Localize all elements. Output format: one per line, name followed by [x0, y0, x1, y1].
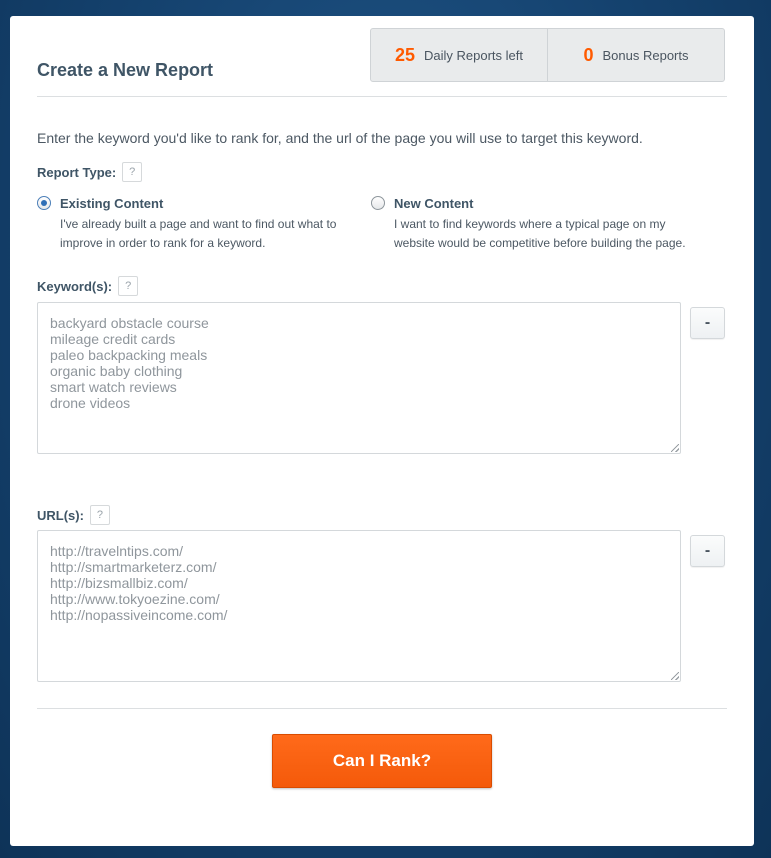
keywords-help-icon[interactable]: ? [118, 276, 138, 296]
report-type-label-text: Report Type: [37, 164, 117, 180]
intro-text: Enter the keyword you'd like to rank for, and the url of the page you will use to target this keyword. [37, 130, 643, 146]
bonus-reports-count: 0 [583, 44, 594, 65]
resize-handle-icon[interactable] [671, 672, 679, 680]
keyword-placeholder-line: paleo backpacking meals [50, 347, 208, 363]
daily-reports-stat [371, 29, 547, 81]
can-i-rank-button[interactable]: Can I Rank? [272, 734, 492, 788]
keyword-placeholder-line: backyard obstacle course [50, 315, 209, 331]
urls-label-text: URL(s): [37, 507, 84, 523]
keyword-placeholder-line: mileage credit cards [50, 331, 176, 347]
keywords-label-text: Keyword(s): [37, 278, 113, 294]
keywords-textarea[interactable] [37, 302, 681, 454]
keywords-label [37, 276, 138, 296]
keyword-placeholder-line: drone videos [50, 395, 131, 411]
urls-label [37, 505, 110, 525]
new-content-description: I want to find keywords where a typical page on my website would be competitive before building the page. [394, 217, 686, 250]
existing-content-description: I've already built a page and want to find out what to improve in order to rank for a keyword. [60, 217, 337, 250]
footer-divider [37, 708, 727, 709]
remove-url-button[interactable]: - [690, 535, 725, 567]
page-title: Create a New Report [37, 60, 214, 80]
bonus-reports-label: Bonus Reports [602, 47, 689, 63]
urls-help-icon[interactable]: ? [90, 505, 110, 525]
option-existing-content[interactable] [37, 196, 357, 256]
option-new-content[interactable] [371, 196, 691, 256]
url-placeholder-line: http://www.tokyoezine.com/ [50, 591, 220, 607]
report-type-label [37, 162, 142, 182]
keyword-placeholder-line: smart watch reviews [50, 379, 177, 395]
url-placeholder-line: http://travelntips.com/ [50, 543, 184, 559]
reports-counter-panel [370, 28, 725, 82]
new-content-radio[interactable] [371, 196, 385, 210]
keyword-placeholder-line: organic baby clothing [50, 363, 183, 379]
remove-keyword-button[interactable]: - [690, 307, 725, 339]
resize-handle-icon[interactable] [671, 444, 679, 452]
daily-reports-label: Daily Reports left [424, 47, 523, 63]
header-divider [37, 96, 727, 97]
url-placeholder-line: http://nopassiveincome.com/ [50, 607, 228, 623]
bonus-reports-stat [547, 29, 724, 81]
report-type-help-icon[interactable]: ? [122, 162, 142, 182]
existing-content-radio[interactable] [37, 196, 51, 210]
report-form-card [10, 16, 754, 846]
new-content-title: New Content [394, 196, 474, 211]
url-placeholder-line: http://bizsmallbiz.com/ [50, 575, 188, 591]
url-placeholder-line: http://smartmarketerz.com/ [50, 559, 217, 575]
urls-textarea[interactable] [37, 530, 681, 682]
existing-content-title: Existing Content [60, 196, 164, 211]
daily-reports-count: 25 [394, 44, 416, 65]
